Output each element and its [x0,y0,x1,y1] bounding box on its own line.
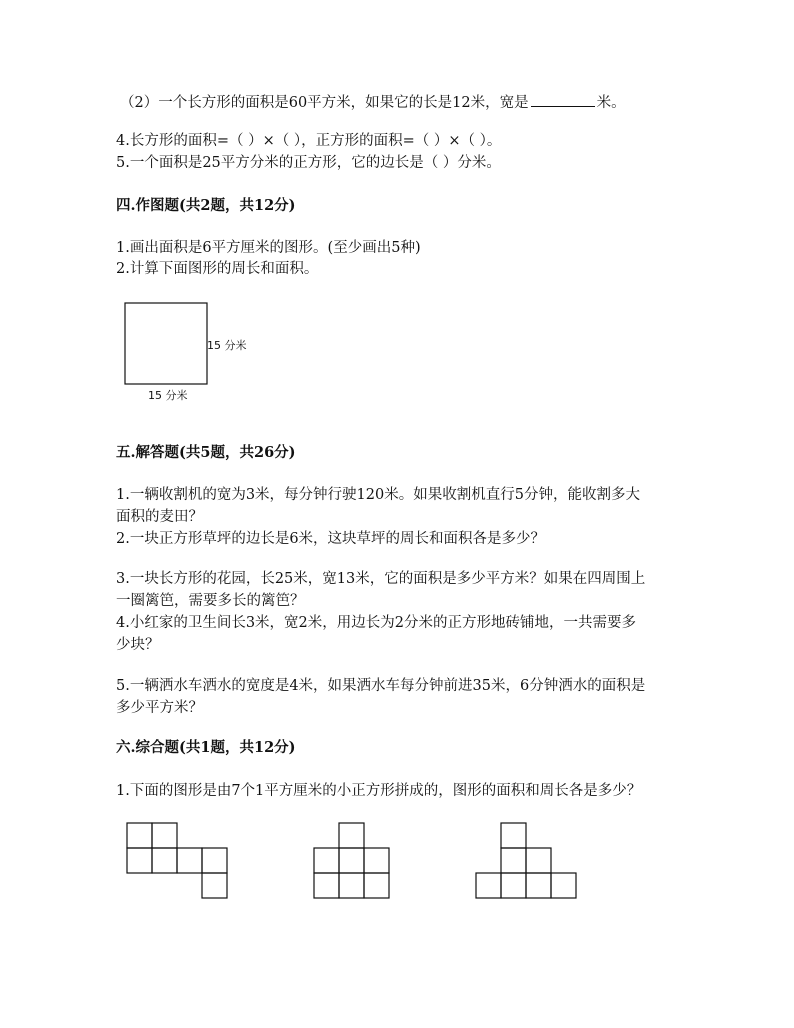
grid-cell [177,848,202,873]
grid-cell [314,848,339,873]
grid-figure-a [126,822,232,902]
question-3-2-unit: 米。 [596,95,626,111]
question-3-2-text: （2）一个长方形的面积是60平方米，如果它的长是12米，宽是 [120,95,529,111]
square-shape [125,303,207,384]
square-side-label: 15 分米 [207,339,247,352]
grid-cell [551,873,576,898]
grid-cell [526,873,551,898]
grid-cell [127,823,152,848]
grid-cell [476,873,501,898]
grid-cell [314,873,339,898]
grid-cell [152,823,177,848]
answer-blank[interactable] [531,92,595,107]
square-figure [120,298,214,390]
grid-cell [501,823,526,848]
grid-figure-b [313,822,395,902]
section-5-question-4-line1: 4.小红家的卫生间长3米，宽2米，用边长为2分米的正方形地砖铺地，一共需要多 [116,615,637,631]
grid-cell [526,848,551,873]
section-4-question-2: 2.计算下面图形的周长和面积。 [116,261,319,277]
grid-cell [501,848,526,873]
section-6-title: 六.综合题(共1题，共12分) [116,739,296,756]
section-4-question-1: 1.画出面积是6平方厘米的图形。(至少画出5种) [116,240,421,256]
grid-cell [339,873,364,898]
square-bottom-label: 15 分米 [148,389,188,402]
section-5-title: 五.解答题(共5题，共26分) [116,444,296,461]
section-5-question-1-line1: 1.一辆收割机的宽为3米，每分钟行驶120米。如果收割机直行5分钟，能收割多大 [116,487,640,503]
section-5-question-3-line2: 一圈篱笆，需要多长的篱笆？ [116,593,305,609]
section-4-title: 四.作图题(共2题，共12分) [116,197,296,214]
grid-cell [339,823,364,848]
section-5-question-3-line1: 3.一块长方形的花园，长25米，宽13米，它的面积是多少平方米？如果在四周围上 [116,571,646,587]
grid-cell [202,873,227,898]
section-5-question-5-line1: 5.一辆洒水车洒水的宽度是4米，如果洒水车每分钟前进35米，6分钟洒水的面积是 [116,678,646,694]
grid-figure-c [475,822,581,902]
question-3-2 [120,92,626,113]
section-5-question-5-line2: 多少平方米？ [116,700,203,716]
grid-cell [339,848,364,873]
grid-cell [152,848,177,873]
section-5-question-4-line2: 少块？ [116,637,160,653]
question-3-5: 5.一个面积是25平方分米的正方形，它的边长是（ ）分米。 [116,155,501,171]
question-3-4: 4.长方形的面积=（ ）×（ ），正方形的面积=（ ）×（ ）。 [116,133,502,149]
grid-cell [127,848,152,873]
grid-cell [501,873,526,898]
grid-cell [202,848,227,873]
section-6-question-1: 1.下面的图形是由7个1平方厘米的小正方形拼成的，图形的面积和周长各是多少？ [116,783,642,799]
grid-cell [364,848,389,873]
section-5-question-1-line2: 面积的麦田？ [116,509,203,525]
section-5-question-2: 2.一块正方形草坪的边长是6米，这块草坪的周长和面积各是多少？ [116,531,546,547]
grid-cell [364,873,389,898]
